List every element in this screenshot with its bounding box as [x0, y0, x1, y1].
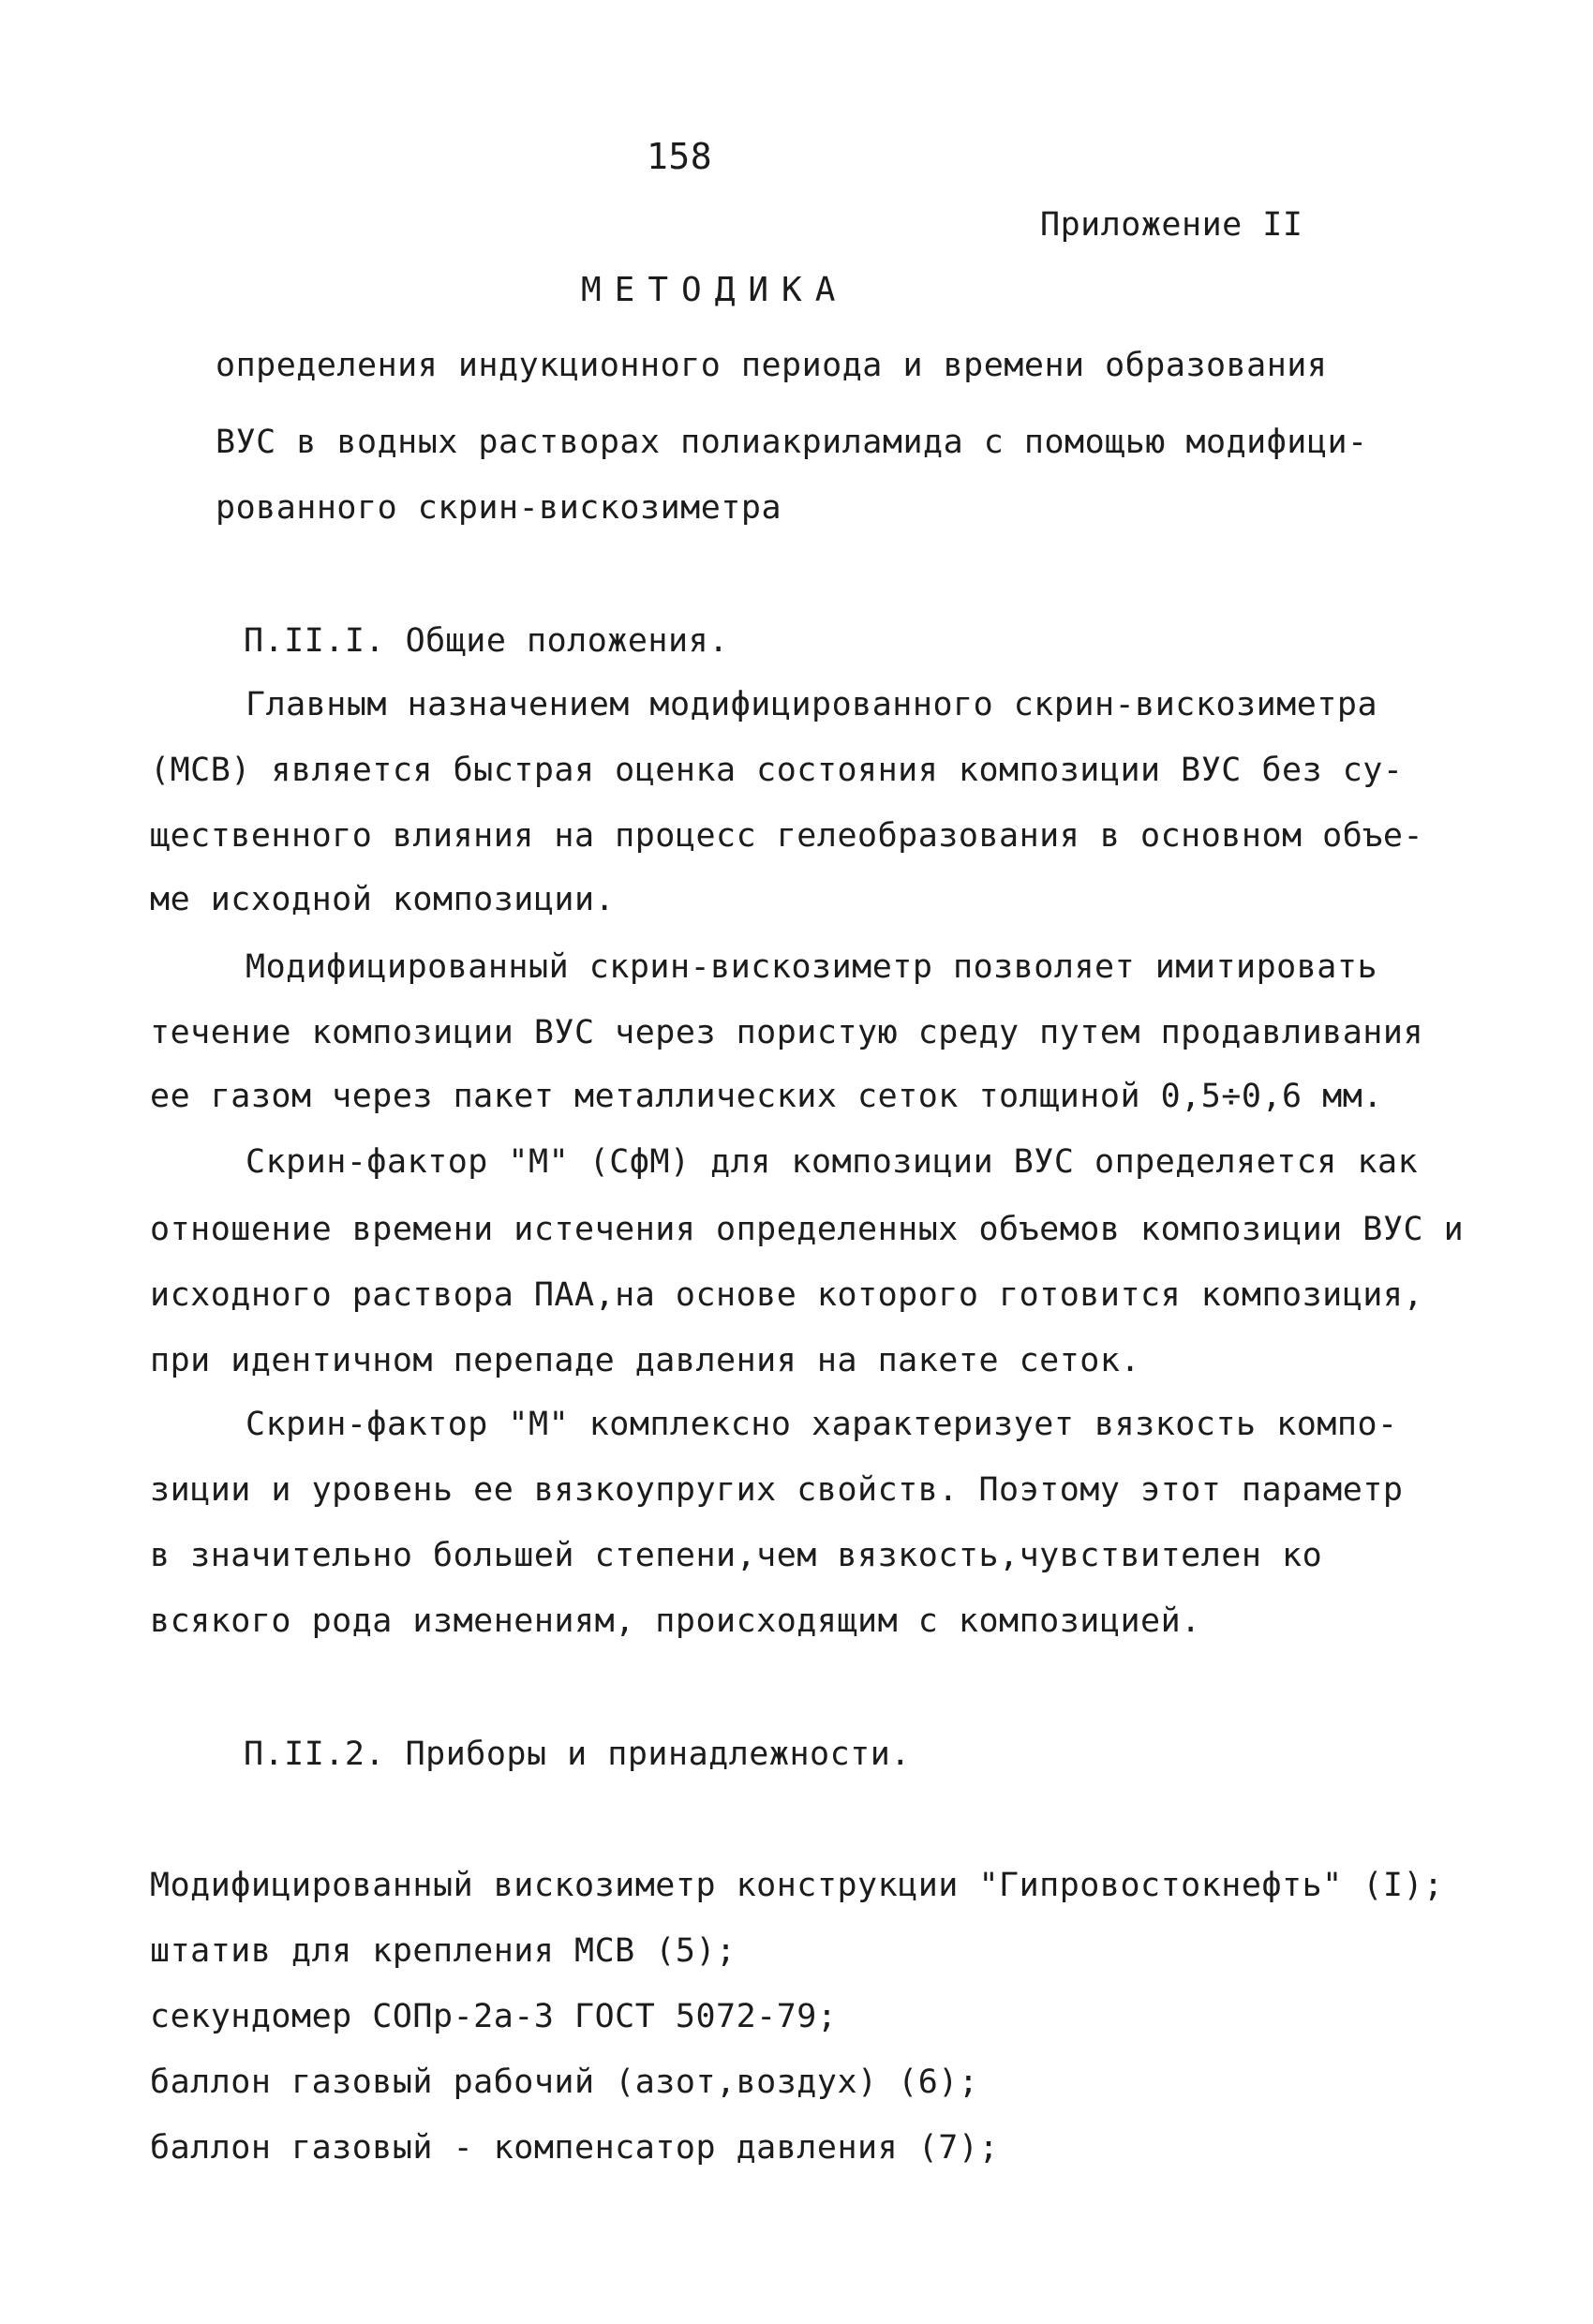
subtitle-line: ВУС в водных растворах полиакриламида с помощью модифици-	[216, 424, 1368, 461]
paragraph-line: (МСВ) является быстрая оценка состояния композиции ВУС без су-	[150, 752, 1404, 789]
paragraph-line: Модифицированный скрин-вискозиметр позволяет имитировать	[246, 948, 1378, 986]
subtitle-line: рованного скрин-вискозиметра	[216, 489, 782, 527]
list-item: баллон газовый - компенсатор давления (7);	[150, 2129, 1000, 2167]
paragraph-line: щественного влияния на процесс гелеобразования в основном объе-	[150, 817, 1424, 855]
subtitle-line: определения индукционного периода и времени образования	[216, 347, 1328, 384]
page-number: 158	[647, 136, 713, 177]
paragraph-line: отношение времени истечения определенных объемов композиции ВУС и	[150, 1211, 1465, 1248]
section-heading: П.II.2. Приборы и принадлежности.	[244, 1736, 911, 1773]
section-heading: П.II.I. Общие положения.	[244, 622, 729, 660]
paragraph-line: Скрин-фактор "М" (СфМ) для композиции ВУС определяется как	[246, 1143, 1419, 1181]
appendix-label: Приложение II	[1040, 206, 1303, 244]
paragraph-line: исходного раствора ПАА,на основе которого готовится композиция,	[150, 1276, 1424, 1314]
paragraph-line: всякого рода изменениям, происходящим с композицией.	[150, 1602, 1201, 1640]
paragraph-line: Скрин-фактор "М" комплексно характеризует вязкость компо-	[246, 1406, 1398, 1443]
paragraph-line: зиции и уровень ее вязкоупругих свойств. Поэтому этот параметр	[150, 1471, 1404, 1509]
list-item: секундомер СОПр-2а-3 ГОСТ 5072-79;	[150, 1998, 838, 2035]
paragraph-line: ее газом через пакет металлических сеток толщиной 0,5÷0,6 мм.	[150, 1078, 1383, 1115]
list-item: баллон газовый рабочий (азот,воздух) (6);	[150, 2063, 979, 2101]
paragraph-line: течение композиции ВУС через пористую среду путем продавливания	[150, 1014, 1424, 1051]
list-item: Модифицированный вискозиметр конструкции "Гипровостокнефть" (I);	[150, 1867, 1444, 1904]
paragraph-line: при идентичном перепаде давления на пакете сеток.	[150, 1342, 1141, 1379]
paragraph-line: в значительно большей степени,чем вязкость,чувствителен ко	[150, 1537, 1323, 1574]
list-item: штатив для крепления МСВ (5);	[150, 1932, 737, 1970]
paragraph-line: ме исходной композиции.	[150, 881, 616, 918]
paragraph-line: Главным назначением модифицированного скрин-вискозиметра	[246, 686, 1378, 723]
document-title: МЕТОДИКА	[581, 271, 849, 309]
